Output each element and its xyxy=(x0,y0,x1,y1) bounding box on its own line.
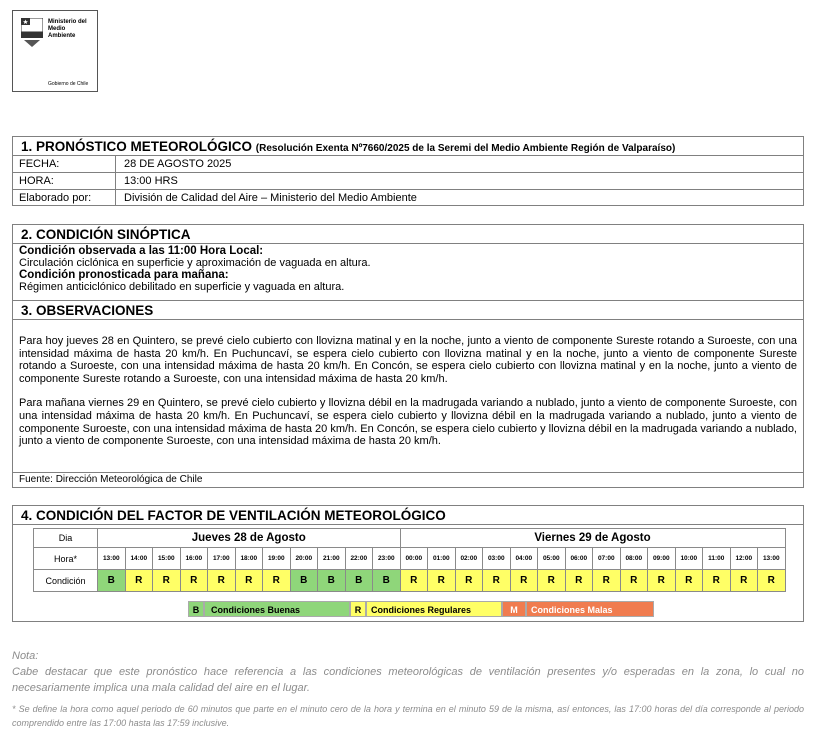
section-3-title: 3. OBSERVACIONES xyxy=(13,301,803,320)
hour-day1-4: 17:00 xyxy=(208,548,236,570)
condition-day2-5: R xyxy=(538,570,566,592)
condition-day2-4: R xyxy=(510,570,538,592)
section-4-title: 4. CONDICIÓN DEL FACTOR DE VENTILACIÓN METEOROLÓGICO xyxy=(13,506,803,525)
hour-day2-4: 04:00 xyxy=(510,548,538,570)
legend-label-good: Condiciones Buenas xyxy=(204,601,350,617)
forecast-text: Régimen anticiclónico debilitado en superficie y vaguada en altura. xyxy=(19,281,345,293)
section-1-title: 1. PRONÓSTICO METEOROLÓGICO (Resolución Exenta Nº7660/2025 de la Seremi del Medio Ambiente Región de Valparaíso) xyxy=(13,137,803,156)
condition-day1-8: B xyxy=(318,570,346,592)
condition-day2-3: R xyxy=(483,570,511,592)
hour-day1-6: 19:00 xyxy=(263,548,291,570)
condition-day1-5: R xyxy=(235,570,263,592)
note-title: Nota: xyxy=(12,650,39,662)
condition-legend xyxy=(188,601,654,617)
hour-day1-1: 14:00 xyxy=(125,548,153,570)
condition-day2-8: R xyxy=(620,570,648,592)
chile-seal-icon xyxy=(21,18,43,48)
condition-day2-6: R xyxy=(565,570,593,592)
condition-day2-2: R xyxy=(455,570,483,592)
hour-day2-12: 12:00 xyxy=(730,548,758,570)
hour-day2-11: 11:00 xyxy=(703,548,731,570)
fecha-value: 28 DE AGOSTO 2025 xyxy=(124,158,232,170)
source-note: Fuente: Dirección Meteorológica de Chile xyxy=(13,472,803,487)
hour-day2-13: 13:00 xyxy=(758,548,786,570)
hour-day2-9: 09:00 xyxy=(648,548,676,570)
legend-code-regular: R xyxy=(350,601,366,617)
condition-day1-2: R xyxy=(153,570,181,592)
hour-day1-3: 16:00 xyxy=(180,548,208,570)
forecast-label: Condición pronosticada para mañana: xyxy=(19,269,229,281)
day2-name: Viernes 29 de Agosto xyxy=(400,529,785,548)
footnote: * Se define la hora como aquel periodo de 60 minutos que parte en el minuto cero de la hora y termina en el minuto 59 de la misma, así entonces, las 17:00 horas del día corresponde al periodo comprendido entre las 17:00 hasta las 17:59 inclusive. xyxy=(12,704,804,728)
legend-code-bad: M xyxy=(502,601,526,617)
hour-day1-0: 13:00 xyxy=(98,548,126,570)
section-1-subtitle: (Resolución Exenta Nº7660/2025 de la Seremi del Medio Ambiente Región de Valparaíso) xyxy=(255,143,676,154)
fecha-row: FECHA: 28 DE AGOSTO 2025 xyxy=(13,156,803,173)
hora-value: 13:00 HRS xyxy=(124,175,178,187)
condition-day2-13: R xyxy=(758,570,786,592)
condition-day1-10: B xyxy=(373,570,401,592)
hour-day2-0: 00:00 xyxy=(400,548,428,570)
condition-day1-0: B xyxy=(98,570,126,592)
hour-day1-2: 15:00 xyxy=(153,548,181,570)
hour-day2-1: 01:00 xyxy=(428,548,456,570)
condition-day2-9: R xyxy=(648,570,676,592)
hour-day1-5: 18:00 xyxy=(235,548,263,570)
section-synoptic xyxy=(12,224,804,301)
condition-day1-3: R xyxy=(180,570,208,592)
hour-day2-5: 05:00 xyxy=(538,548,566,570)
condition-day1-7: B xyxy=(290,570,318,592)
condition-day2-10: R xyxy=(675,570,703,592)
hora-label: Hora* xyxy=(34,548,98,570)
hour-day2-3: 03:00 xyxy=(483,548,511,570)
hour-day1-9: 22:00 xyxy=(345,548,373,570)
hour-day2-8: 08:00 xyxy=(620,548,648,570)
section-observations xyxy=(12,300,804,488)
ministry-name: Ministerio del Medio Ambiente xyxy=(48,19,87,39)
day1-name: Jueves 28 de Agosto xyxy=(98,529,401,548)
section-forecast xyxy=(12,136,804,206)
condition-day2-7: R xyxy=(593,570,621,592)
condition-day1-9: B xyxy=(345,570,373,592)
observation-today: Para hoy jueves 28 en Quintero, se prevé cielo cubierto con llovizna matinal y en la noche, junto a viento de componente Sureste rotando a Suroeste, con una intensidad máxima de hasta 20 km/h. En Puchuncaví, se espera cielo cubierto con llovizna matinal y en la noche, junto a viento de componente Sureste rotando a Suroeste, con una intensidad máxima de hasta 20 km/h. En Concón, se espera cielo cubierto con llovizna matinal y en la noche, junto a viento de componente Sureste rotando a Suroeste, con una intensidad máxima de hasta 20 km/h. xyxy=(19,335,797,385)
observation-tomorrow: Para mañana viernes 29 en Quintero, se prevé cielo cubierto y llovizna débil en la madrugada variando a nublado, junto a viento de componente Suroeste, con una intensidad máxima de hasta 20 km/h. En Puchuncaví, se espera cielo cubierto y llovizna débil en la madrugada variando a nublado, junto a viento de componente Suroeste, con una intensidad máxima de hasta 20 km/h. En Concón, se espera cielo cubierto y llovizna débil en la madrugada variando a nublado, junto a viento de componente Suroeste, con una intensidad máxima de hasta 20 km/h. xyxy=(19,397,797,448)
elaborado-value: División de Calidad del Aire – Ministerio del Medio Ambiente xyxy=(124,192,417,204)
condition-day2-11: R xyxy=(703,570,731,592)
hour-day2-2: 02:00 xyxy=(455,548,483,570)
section-2-title: 2. CONDICIÓN SINÓPTICA xyxy=(13,225,803,244)
observed-label: Condición observada a las 11:00 Hora Local: xyxy=(19,245,264,257)
ventilation-table xyxy=(33,528,786,592)
hour-day1-8: 21:00 xyxy=(318,548,346,570)
condition-day2-12: R xyxy=(730,570,758,592)
hour-day1-7: 20:00 xyxy=(290,548,318,570)
legend-label-regular: Condiciones Regulares xyxy=(366,601,502,617)
condition-day2-0: R xyxy=(400,570,428,592)
ministry-logo xyxy=(12,10,98,92)
condicion-label: Condición xyxy=(34,570,98,592)
condition-day1-4: R xyxy=(208,570,236,592)
hour-day2-7: 07:00 xyxy=(593,548,621,570)
hour-day1-10: 23:00 xyxy=(373,548,401,570)
note-text: Cabe destacar que este pronóstico hace referencia a las condiciones meteorológicas de ventilación presentes y/o esperadas en la zona, lo cual no necesariamente implica una mala calidad del aire en el lugar. xyxy=(12,666,804,694)
government-label: Gobierno de Chile xyxy=(48,81,89,87)
note-block xyxy=(12,648,804,696)
section-ventilation xyxy=(12,505,804,622)
hour-day2-10: 10:00 xyxy=(675,548,703,570)
condition-day2-1: R xyxy=(428,570,456,592)
elaborado-row: Elaborado por: División de Calidad del Aire – Ministerio del Medio Ambiente xyxy=(13,190,803,206)
hour-day2-6: 06:00 xyxy=(565,548,593,570)
condition-day1-6: R xyxy=(263,570,291,592)
legend-label-bad: Condiciones Malas xyxy=(526,601,654,617)
legend-code-good: B xyxy=(188,601,204,617)
condition-day1-1: R xyxy=(125,570,153,592)
dia-label: Dia xyxy=(34,529,98,548)
hora-row: HORA: 13:00 HRS xyxy=(13,173,803,190)
observed-text: Circulación ciclónica en superficie y aproximación de vaguada en altura. xyxy=(19,257,371,269)
